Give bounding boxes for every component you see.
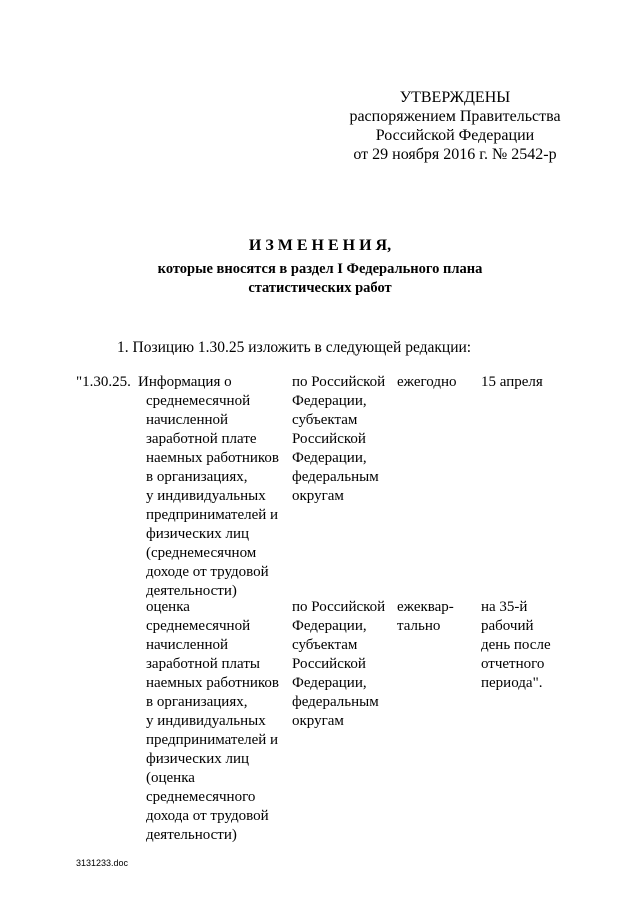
- name-line: среднемесячной: [146, 393, 251, 409]
- level-line: федеральным: [292, 694, 379, 710]
- row-2-deadline: [481, 598, 551, 693]
- name-line: заработной платы: [146, 656, 260, 672]
- level-line: Федерации,: [292, 393, 367, 409]
- deadline-line: рабочий: [481, 618, 534, 634]
- row-2-name: [146, 598, 279, 845]
- level-line: субъектам: [292, 637, 358, 653]
- row-1-level: [292, 373, 385, 506]
- name-line: среднемесячного: [146, 789, 256, 805]
- approval-block: [340, 88, 570, 164]
- name-line: среднемесячной: [146, 618, 251, 634]
- approval-line: от 29 ноября 2016 г. № 2542-р: [353, 146, 557, 163]
- name-line: дохода от трудовой: [146, 808, 269, 824]
- level-line: федеральным: [292, 469, 379, 485]
- name-line: в организациях,: [146, 469, 248, 485]
- frequency-line: ежегодно: [397, 374, 457, 390]
- subtitle-line: которые вносятся в раздел I Федерального плана: [157, 261, 483, 277]
- level-line: Российской: [292, 656, 366, 672]
- frequency-line: тально: [397, 618, 441, 634]
- approval-line: Российской Федерации: [375, 127, 535, 144]
- name-line: оценка: [146, 599, 190, 615]
- name-line: деятельности): [146, 827, 237, 843]
- approval-line: распоряжением Правительства: [349, 108, 561, 125]
- level-line: округам: [292, 713, 344, 729]
- approval-heading: УТВЕРЖДЕНЫ: [399, 89, 511, 106]
- name-line: предпринимателей и: [146, 507, 279, 523]
- deadline-line: 15 апреля: [481, 374, 543, 390]
- name-line: деятельности): [146, 583, 237, 599]
- level-line: Федерации,: [292, 450, 367, 466]
- level-line: по Российской: [292, 599, 386, 615]
- name-line: начисленной: [146, 637, 229, 653]
- frequency-line: ежеквар-: [397, 599, 454, 615]
- name-line: доходе от трудовой: [146, 564, 269, 580]
- name-line: в организациях,: [146, 694, 248, 710]
- level-line: Российской: [292, 431, 366, 447]
- row-1-frequency: [397, 373, 457, 392]
- row-1-code: "1.30.25.: [76, 374, 131, 390]
- row-2-level: [292, 598, 385, 731]
- name-line: заработной плате: [146, 431, 257, 447]
- name-line: (оценка: [146, 770, 195, 786]
- row-1-name: [138, 373, 279, 601]
- level-line: по Российской: [292, 374, 386, 390]
- name-line: физических лиц: [146, 526, 250, 542]
- intro-paragraph: 1. Позицию 1.30.25 изложить в следующей редакции:: [117, 339, 472, 356]
- name-line: начисленной: [146, 412, 229, 428]
- document-subtitle: [80, 260, 560, 298]
- deadline-line: на 35-й: [481, 599, 528, 615]
- level-line: Федерации,: [292, 618, 367, 634]
- deadline-line: день после: [481, 637, 551, 653]
- deadline-line: отчетного: [481, 656, 545, 672]
- name-line: физических лиц: [146, 751, 250, 767]
- name-line: у индивидуальных: [146, 713, 266, 729]
- name-line: предпринимателей и: [146, 732, 279, 748]
- deadline-line: периода".: [481, 675, 543, 691]
- name-line: (среднемесячном: [146, 545, 257, 561]
- level-line: округам: [292, 488, 344, 504]
- level-line: Федерации,: [292, 675, 367, 691]
- name-line: Информация о: [138, 374, 232, 390]
- name-line: наемных работников: [146, 675, 280, 691]
- subtitle-line: статистических работ: [248, 280, 392, 296]
- row-1-deadline: [481, 373, 543, 392]
- document-title: И З М Е Н Е Н И Я,: [248, 237, 392, 254]
- name-line: наемных работников: [146, 450, 280, 466]
- file-name-footer: 3131233.doc: [76, 858, 129, 868]
- level-line: субъектам: [292, 412, 358, 428]
- name-line: у индивидуальных: [146, 488, 266, 504]
- row-2-frequency: [397, 598, 454, 636]
